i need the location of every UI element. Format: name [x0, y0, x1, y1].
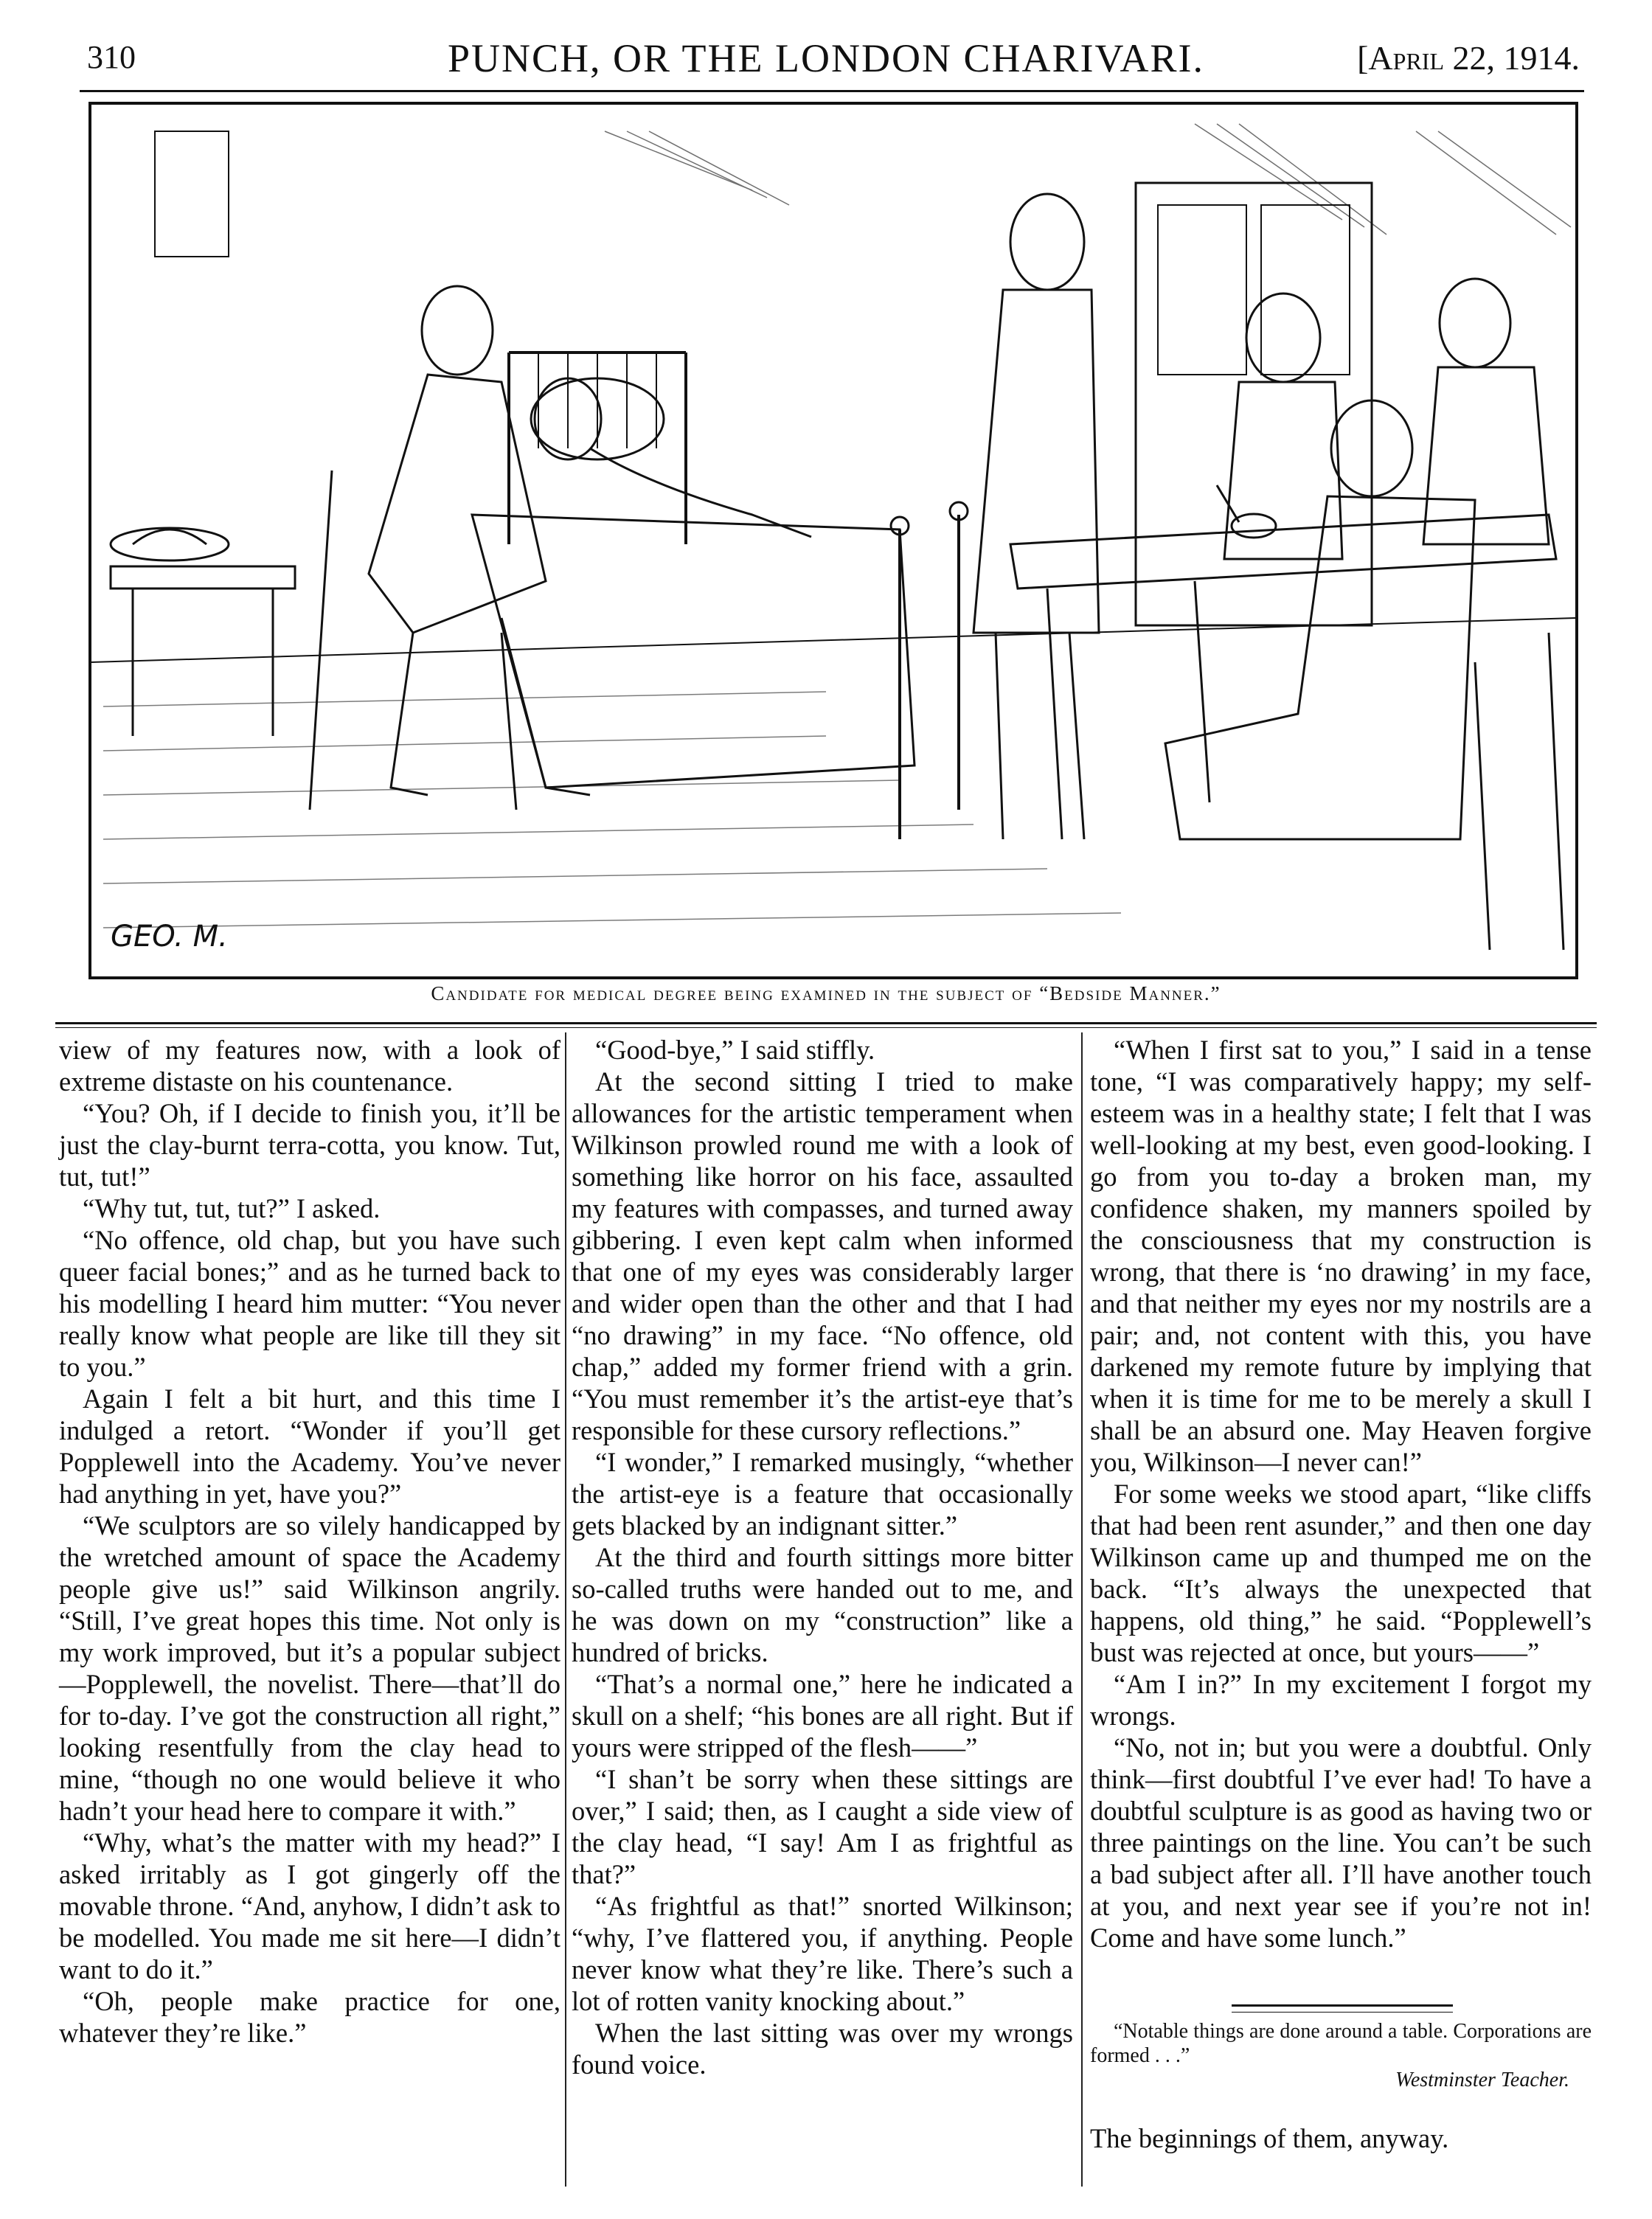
- paragraph: “Good-bye,” I said stiffly.: [595, 1035, 875, 1065]
- paragraph: “I wonder,” I remarked musingly, “whether the artist-eye is a feature that occasionally gets blacked by an indignant sitter.”: [572, 1447, 1073, 1541]
- quote-text: “Notable things are done around a table. Corporations are formed . . .”: [1090, 2020, 1592, 2067]
- column-divider: [565, 1032, 566, 2187]
- paragraph: “When I first sat to you,” I said in a tense tone, “I was comparatively happy; my self-esteem was in a healthy state; I felt that I was well-looking at my best, even good-looking. I go from you to-day a broken man, my confidence shaken, my manners spoiled by the consciousness that my construction is wrong, that there is ‘no drawing’ in my face, and that neither my eyes nor my nostrils are a pair; and, not content with this, you have darkened my remote future by implying that when it is time for me to be merely a skull I shall be an absurd one. May Heaven forgive you, Wilkinson—I never can!”: [1090, 1035, 1592, 1477]
- text-column-1: [59, 1034, 560, 2049]
- filler-comment: The beginnings of them, anyway.: [1090, 2123, 1449, 2153]
- section-rule: [55, 1022, 1597, 1024]
- page-number: 310: [87, 39, 136, 75]
- filler-rule: [1232, 2004, 1453, 2007]
- section-rule-thin: [55, 1027, 1597, 1028]
- paragraph: “You? Oh, if I decide to finish you, it’ll be just the clay-burnt terra-cotta, you know. Tut, tut, tut!”: [59, 1098, 560, 1192]
- paragraph: “I shan’t be sorry when these sittings are over,” I said; then, as I caught a side view of the clay head, “I say! Am I as frightful as that?”: [572, 1764, 1073, 1889]
- cartoon-illustration: [88, 102, 1578, 979]
- issue-date: [April 22, 1914.: [1357, 39, 1580, 77]
- paragraph: Again I felt a bit hurt, and this time I indulged a retort. “Wonder if you’ll get Popplewell into the Academy. You’ve never had anything in yet, have you?”: [59, 1383, 560, 1509]
- cartoon-caption: Candidate for medical degree being examined in the subject of “Bedside Manner.”: [431, 982, 1221, 1004]
- artist-signature: GEO. M.: [111, 920, 228, 954]
- paragraph: When the last sitting was over my wrongs found voice.: [572, 2018, 1073, 2080]
- paragraph: “Why, what’s the matter with my head?” I asked irritably as I got gingerly off the movable throne. “And, anyhow, I didn’t ask to be modelled. You made me sit here—I didn’t want to do it.”: [59, 1827, 560, 1984]
- paragraph: “We sculptors are so vilely handicapped by the wretched amount of space the Academy people give us!” said Wilkinson angrily. “Still, I’ve great hopes this time. Not only is my work improved, but it’s a popular subject—Popplewell, the novelist. There—that’ll do for to-day. I’ve got the construction all right,” looking resentfully from the clay head to mine, “though no one would believe it who hadn’t your head here to compare it with.”: [59, 1510, 560, 1826]
- paragraph: For some weeks we stood apart, “like cliffs that had been rent asunder,” and then one day Wilkinson came up and thumped me on the back. “It’s always the unexpected that happens, old thing,” he said. “Popplewell’s bust was rejected at once, but yours——”: [1090, 1479, 1592, 1667]
- paragraph: At the third and fourth sittings more bitter so-called truths were handed out to me, and he was down on my “construction” like a hundred of bricks.: [572, 1542, 1073, 1667]
- paragraph: “Why tut, tut, tut?” I asked.: [83, 1193, 381, 1223]
- paragraph: “That’s a normal one,” here he indicated a skull on a shelf; “his bones are all right. But if yours were stripped of the flesh——”: [572, 1669, 1073, 1763]
- filler-rule-thin: [1232, 2012, 1453, 2013]
- paragraph: “No, not in; but you were a doubtful. Only think—first doubtful I’ve ever had! To have a doubtful sculpture is as good as having two or three paintings on the line. You can’t be such a bad subject after all. I’ll have another touch at you, and next year see if you’re not in! Come and have some lunch.”: [1090, 1732, 1592, 1953]
- text-column-2: [572, 1034, 1073, 2080]
- quote-source: Westminster Teacher.: [1395, 2069, 1569, 2091]
- paragraph: “As frightful as that!” snorted Wilkinson; “why, I’ve flattered you, if anything. People never know what they’re like. There’s such a lot of rotten vanity knocking about.”: [572, 1891, 1073, 2016]
- paragraph: “Am I in?” In my excitement I forgot my wrongs.: [1090, 1669, 1592, 1731]
- paragraph: “No offence, old chap, but you have such queer facial bones;” and as he turned back to his modelling I heard him mutter: “You never really know what people are like till they sit to you.”: [59, 1225, 560, 1382]
- text-column-3: [1090, 1034, 1592, 1954]
- filler-quote: [1090, 2019, 1592, 2092]
- masthead-title: PUNCH, OR THE LONDON CHARIVARI.: [447, 36, 1205, 80]
- header-rule: [80, 90, 1584, 92]
- column-divider: [1081, 1032, 1083, 2187]
- paragraph: At the second sitting I tried to make allowances for the artistic temperament when Wilkinson prowled round me with a look of something like horror on his face, assaulted my features with compasses, and turned away gibbering. I even kept calm when informed that one of my eyes was considerably larger and wider open than the other and that I had “no drawing” in my face. “No offence, old chap,” added my former friend with a grin. “You must remember it’s the artist-eye that’s responsible for these cursory reflections.”: [572, 1066, 1073, 1445]
- paragraph: view of my features now, with a look of extreme distaste on his countenance.: [59, 1035, 560, 1097]
- paragraph: “Oh, people make practice for one, whatever they’re like.”: [59, 1986, 560, 2048]
